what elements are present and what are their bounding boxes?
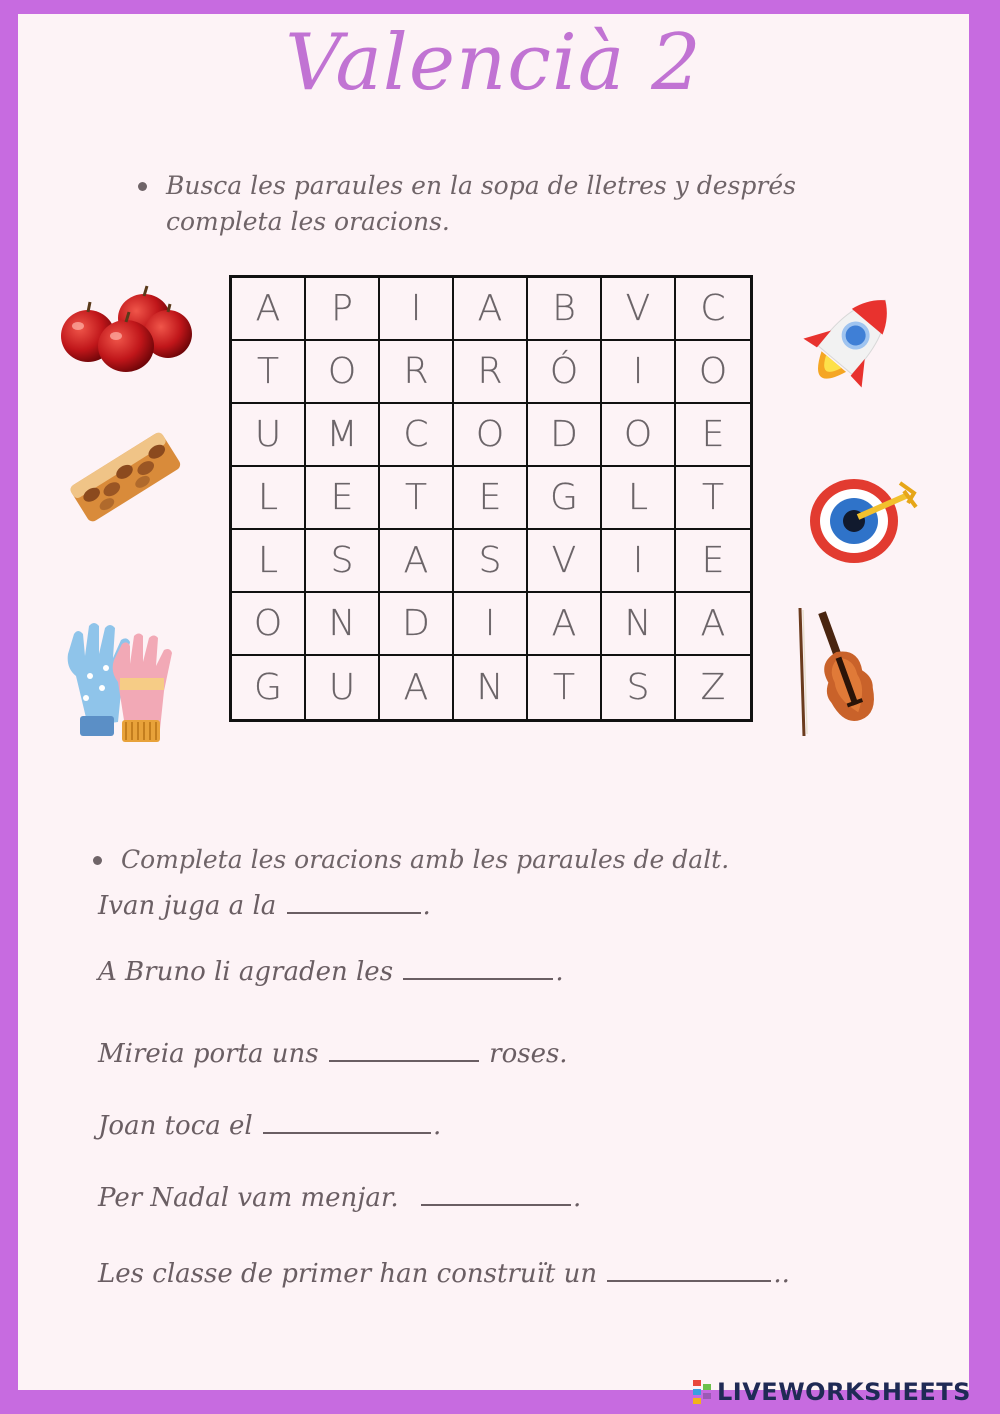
gloves-icon [56, 616, 186, 746]
wordsearch-cell[interactable]: T [676, 467, 750, 530]
wordsearch-cell[interactable]: D [380, 593, 454, 656]
wordsearch-cell[interactable]: E [676, 404, 750, 467]
wordsearch-cell[interactable]: Ó [528, 341, 602, 404]
wordsearch-cell[interactable]: E [676, 530, 750, 593]
sentence-2: A Bruno li agraden les . [98, 957, 564, 987]
wordsearch-cell[interactable]: T [380, 467, 454, 530]
wordsearch-cell[interactable]: A [232, 278, 306, 341]
wordsearch-cell[interactable]: I [602, 341, 676, 404]
sentence-1: Ivan juga a la . [98, 891, 431, 921]
sentence-6: Les classe de primer han construït un .. [98, 1259, 790, 1289]
page-title: Valencià 2 [285, 18, 702, 108]
bullet-icon [138, 182, 147, 191]
instruction-wordsearch [166, 168, 856, 240]
wordsearch-cell[interactable]: A [676, 593, 750, 656]
wordsearch-cell[interactable]: A [380, 656, 454, 719]
wordsearch-cell[interactable]: E [306, 467, 380, 530]
wordsearch-cell[interactable]: O [676, 341, 750, 404]
wordsearch-cell[interactable]: O [232, 593, 306, 656]
wordsearch-cell[interactable]: P [306, 278, 380, 341]
wordsearch-cell[interactable]: O [602, 404, 676, 467]
violin-icon [790, 604, 890, 739]
instruction-sentences [121, 842, 821, 878]
wordsearch-cell[interactable]: C [676, 278, 750, 341]
wordsearch-cell[interactable]: S [306, 530, 380, 593]
wordsearch-cell[interactable]: G [232, 656, 306, 719]
answer-blank[interactable] [263, 1110, 431, 1134]
wordsearch-cell[interactable]: C [380, 404, 454, 467]
wordsearch-cell[interactable]: Z [700, 667, 726, 708]
wordsearch-cell[interactable]: A [528, 593, 602, 656]
wordsearch-cell[interactable]: N [454, 656, 528, 719]
wordsearch-cell[interactable]: N [306, 593, 380, 656]
answer-blank[interactable] [607, 1258, 771, 1282]
sentence-3: Mireia porta uns roses. [98, 1039, 568, 1069]
wordsearch-grid [229, 275, 753, 722]
wordsearch-cell[interactable]: E [454, 467, 528, 530]
target-icon [808, 469, 920, 569]
apples-icon [58, 284, 193, 374]
wordsearch-cell[interactable]: G [528, 467, 602, 530]
wordsearch-cell[interactable]: B [528, 278, 602, 341]
answer-blank[interactable] [287, 890, 421, 914]
bullet-icon [93, 856, 102, 865]
sentence-4: Joan toca el . [98, 1111, 442, 1141]
wordsearch-cell[interactable]: V [528, 530, 602, 593]
wordsearch-cell[interactable]: U [306, 656, 380, 719]
wordsearch-cell[interactable]: S [602, 656, 676, 719]
nougat-icon [66, 422, 186, 534]
wordsearch-cell[interactable]: L [232, 467, 306, 530]
wordsearch-cell[interactable]: U [232, 404, 306, 467]
answer-blank[interactable] [403, 956, 553, 980]
wordsearch-cell[interactable]: A [380, 530, 454, 593]
liveworksheets-logo-icon [693, 1380, 713, 1404]
wordsearch-cell[interactable]: I [454, 593, 528, 656]
wordsearch-cell[interactable]: R [454, 341, 528, 404]
wordsearch-cell[interactable]: L [602, 467, 676, 530]
wordsearch-cell[interactable]: M [306, 404, 380, 467]
answer-blank[interactable] [421, 1182, 571, 1206]
wordsearch-cell[interactable]: L [232, 530, 306, 593]
wordsearch-cell[interactable]: T [528, 656, 602, 719]
worksheet-page [18, 14, 969, 1390]
wordsearch-cell[interactable]: O [306, 341, 380, 404]
wordsearch-cell[interactable]: I [602, 530, 676, 593]
wordsearch-cell[interactable]: R [380, 341, 454, 404]
wordsearch-cell[interactable]: O [454, 404, 528, 467]
wordsearch-cell[interactable]: V [602, 278, 676, 341]
wordsearch-cell[interactable]: D [528, 404, 602, 467]
instruction-text: Completa les oracions amb les paraules de dalt. [121, 845, 730, 874]
wordsearch-cell[interactable]: T [232, 341, 306, 404]
wordsearch-cell[interactable]: A [454, 278, 528, 341]
rocket-icon [790, 282, 902, 412]
wordsearch-cell[interactable]: N [602, 593, 676, 656]
wordsearch-cell[interactable]: I [380, 278, 454, 341]
instruction-text: Busca les paraules en la sopa de lletres y després completa les oracions. [166, 171, 796, 236]
brand-name: LIVEWORKSHEETS [717, 1378, 971, 1406]
sentence-5: Per Nadal vam menjar. . [98, 1183, 582, 1213]
liveworksheets-brand[interactable] [693, 1378, 971, 1406]
wordsearch-cell[interactable]: S [454, 530, 528, 593]
answer-blank[interactable] [329, 1038, 479, 1062]
